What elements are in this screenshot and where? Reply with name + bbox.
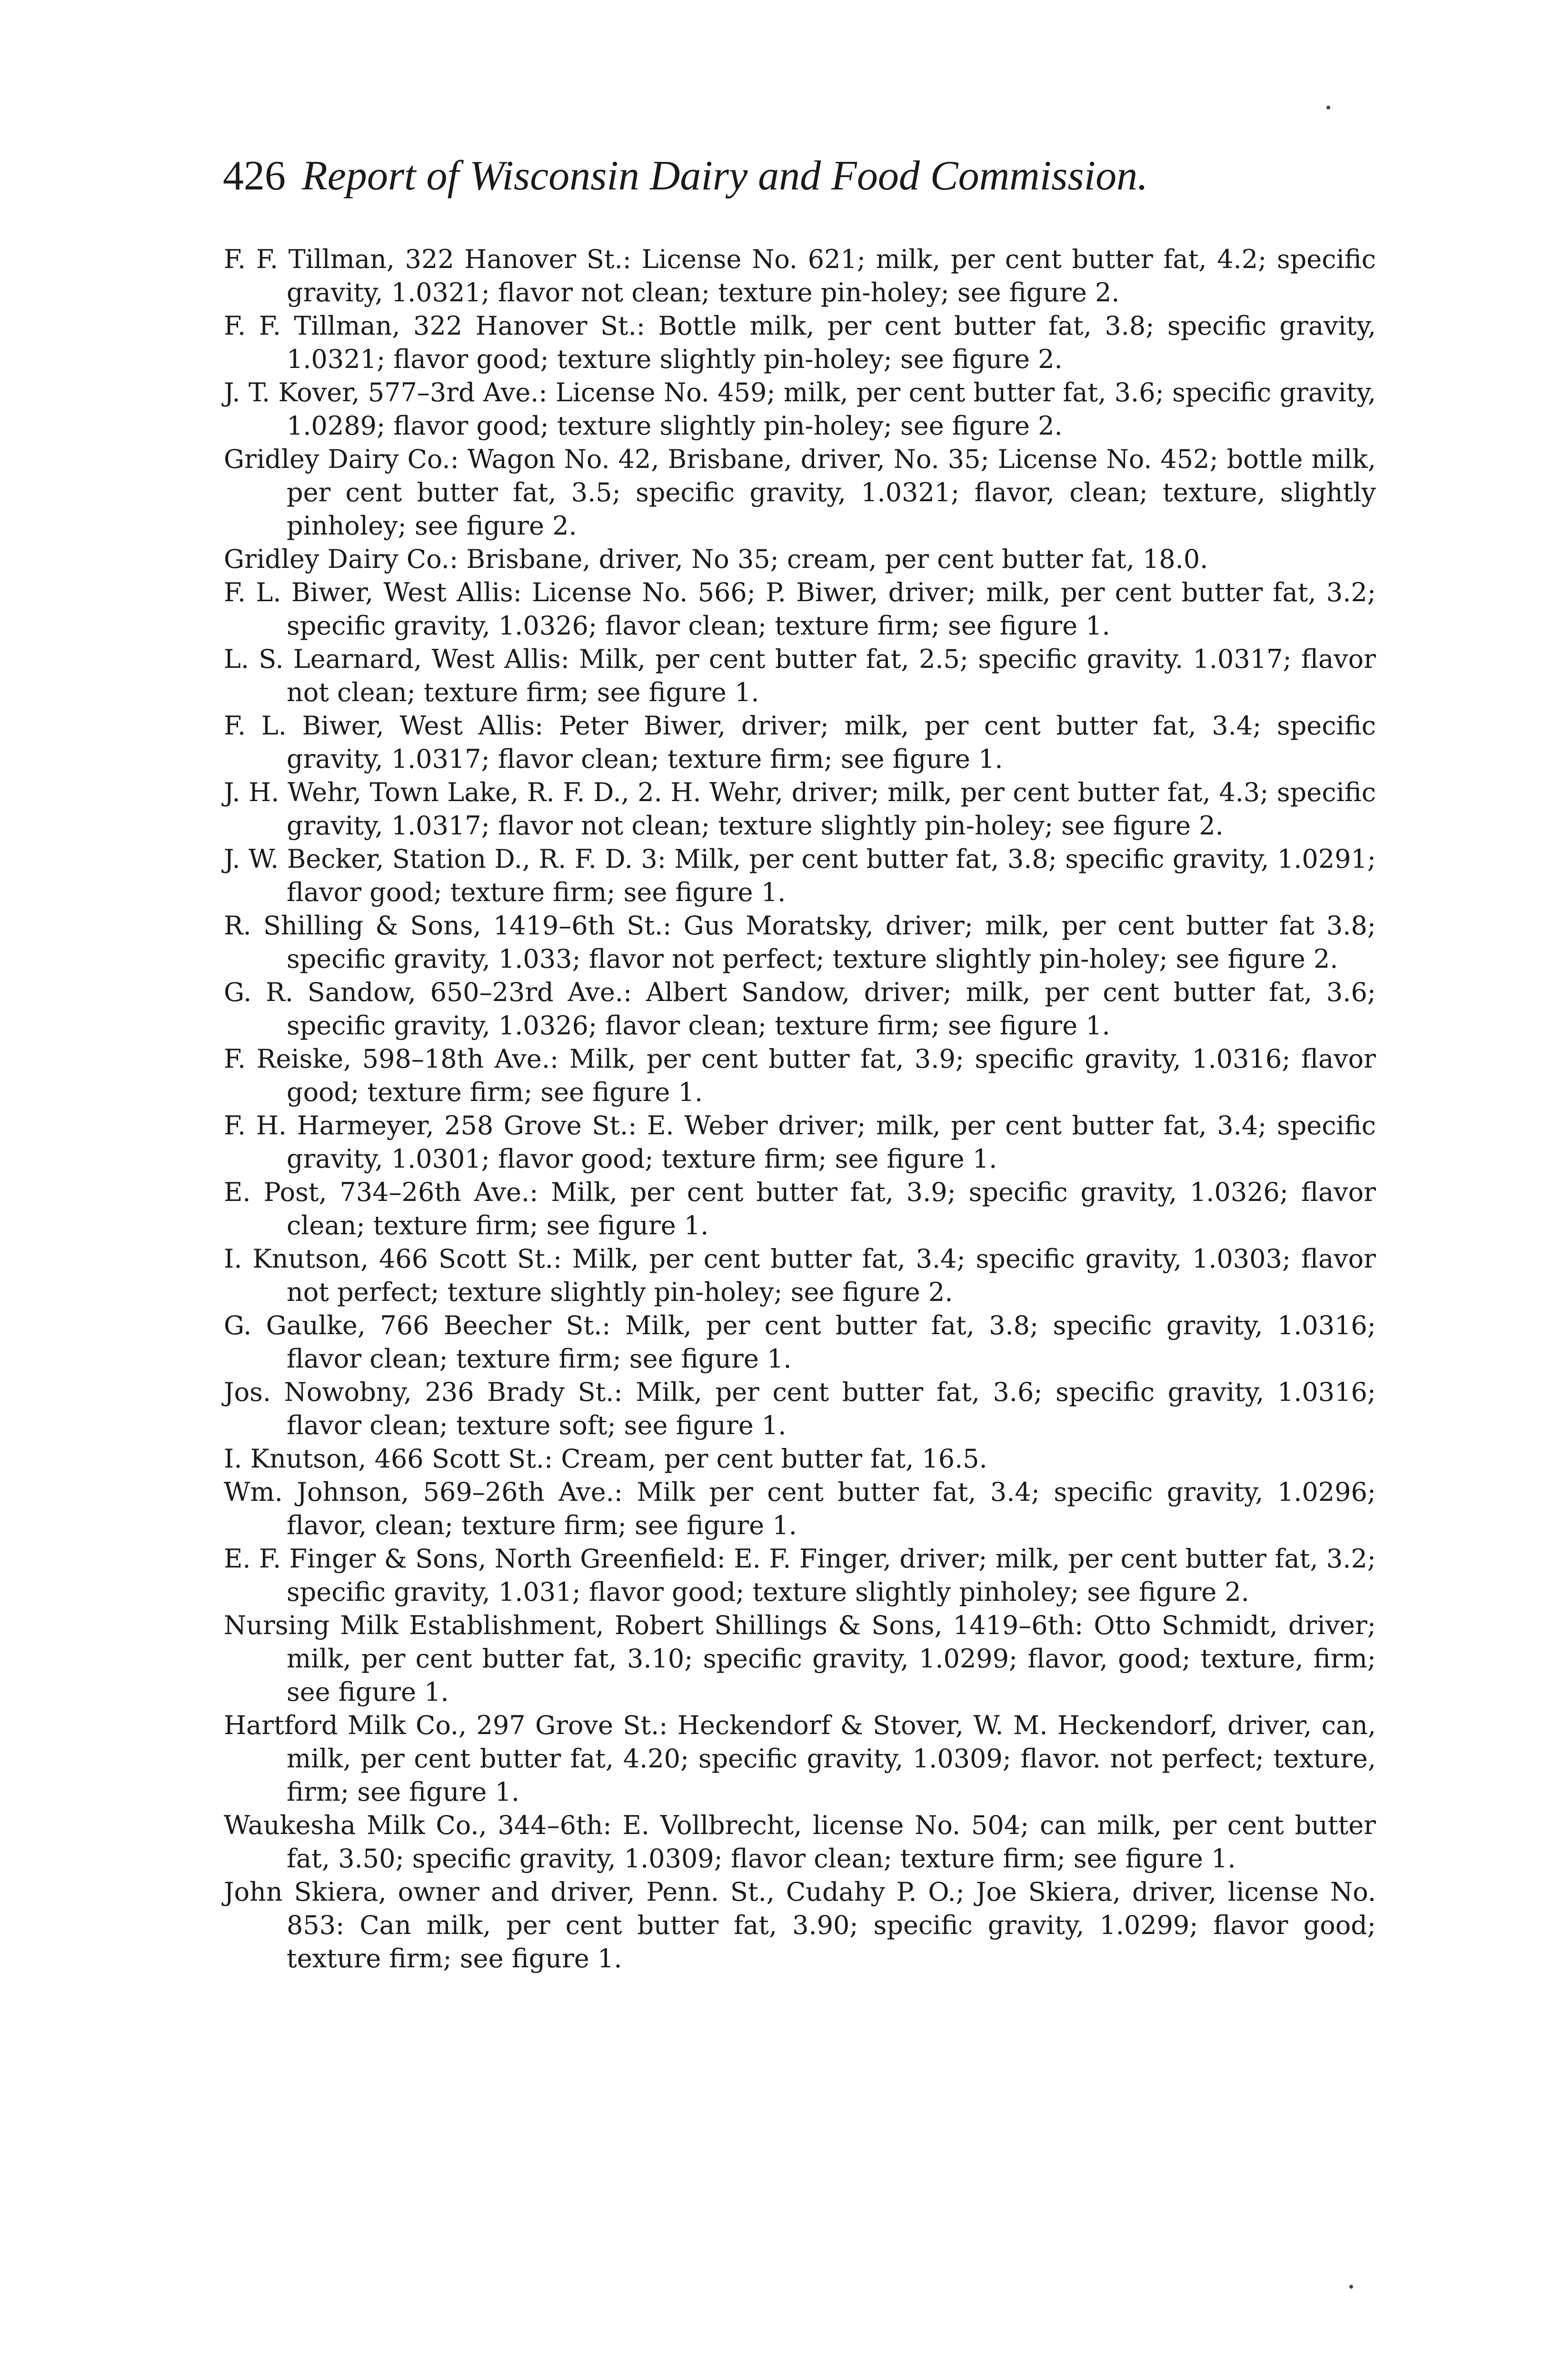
entry-item: G. Gaulke, 766 Beecher St.: Milk, per cent butter fat, 3.8; specific gravity, 1.0316; flavor clean; texture firm; see figure 1.: [224, 1310, 1376, 1374]
entry-item: F. F. Tillman, 322 Hanover St.: License No. 621; milk, per cent butter fat, 4.2; specific gravity, 1.0321; flavor not clean; texture pin-holey; see figure 2.: [224, 244, 1376, 307]
entry-item: Waukesha Milk Co., 344–6th: E. Vollbrecht, license No. 504; can milk, per cent butter fat, 3.50; specific gravity, 1.0309; flavor clean; texture firm; see figure 1.: [224, 1810, 1376, 1874]
entry-item: Jos. Nowobny, 236 Brady St.: Milk, per cent butter fat, 3.6; specific gravity, 1.0316; flavor clean; texture soft; see figure 1.: [224, 1377, 1376, 1440]
page-number: 426: [223, 153, 286, 199]
entry-item: Gridley Dairy Co.: Brisbane, driver, No 35; cream, per cent butter fat, 18.0.: [224, 544, 1208, 574]
entry-item: E. Post, 734–26th Ave.: Milk, per cent butter fat, 3.9; specific gravity, 1.0326; flavor clean; texture firm; see figure 1.: [224, 1177, 1376, 1240]
print-speck: [1326, 106, 1330, 109]
entry-item: L. S. Learnard, West Allis: Milk, per cent butter fat, 2.5; specific gravity. 1.0317; flavor not clean; texture firm; see figure 1.: [224, 644, 1376, 707]
running-title: Report of Wisconsin Dairy and Food Commission.: [302, 153, 1148, 199]
entry-item: Nursing Milk Establishment, Robert Shillings & Sons, 1419–6th: Otto Schmidt, driver; milk, per cent butter fat, 3.10; specific gravity, 1.0299; flavor, good; texture, firm; see figure 1.: [224, 1610, 1376, 1707]
entry-item: G. R. Sandow, 650–23rd Ave.: Albert Sandow, driver; milk, per cent butter fat, 3.6; specific gravity, 1.0326; flavor clean; texture firm; see figure 1.: [224, 977, 1376, 1041]
entry-item: F. L. Biwer, West Allis: Peter Biwer, driver; milk, per cent butter fat, 3.4; specific gravity, 1.0317; flavor clean; texture firm; see figure 1.: [224, 711, 1376, 774]
entry-item: I. Knutson, 466 Scott St.: Cream, per cent butter fat, 16.5.: [224, 1444, 987, 1474]
entry-item: I. Knutson, 466 Scott St.: Milk, per cent butter fat, 3.4; specific gravity, 1.0303; flavor not perfect; texture slightly pin-holey; see figure 2.: [224, 1244, 1376, 1307]
print-speck: [1349, 2285, 1353, 2289]
entry-item: Hartford Milk Co., 297 Grove St.: Heckendorf & Stover, W. M. Heckendorf, driver, can, milk, per cent butter fat, 4.20; specific gravity, 1.0309; flavor. not perfect; texture, firm; see figure 1.: [224, 1710, 1376, 1807]
entry-list: [224, 243, 1376, 1975]
entry-item: F. F. Tillman, 322 Hanover St.: Bottle milk, per cent butter fat, 3.8; specific gravity, 1.0321; flavor good; texture slightly pin-holey; see figure 2.: [224, 311, 1376, 374]
entry-item: J. T. Kover, 577–3rd Ave.: License No. 459; milk, per cent butter fat, 3.6; specific gravity, 1.0289; flavor good; texture slightly pin-holey; see figure 2.: [224, 377, 1376, 441]
entry-item: Wm. Johnson, 569–26th Ave.: Milk per cent butter fat, 3.4; specific gravity, 1.0296; flavor, clean; texture firm; see figure 1.: [224, 1477, 1376, 1540]
entry-item: John Skiera, owner and driver, Penn. St., Cudahy P. O.; Joe Skiera, driver, license No. 853: Can milk, per cent butter fat, 3.90; specific gravity, 1.0299; flavor good; texture firm; see figure 1.: [224, 1877, 1376, 1973]
entry-item: E. F. Finger & Sons, North Greenfield: E. F. Finger, driver; milk, per cent butter fat, 3.2; specific gravity, 1.031; flavor good; texture slightly pinholey; see figure 2.: [224, 1544, 1376, 1607]
entry-item: Gridley Dairy Co.: Wagon No. 42, Brisbane, driver, No. 35; License No. 452; bottle milk, per cent butter fat, 3.5; specific gravity, 1.0321; flavor, clean; texture, slightly pinholey; see figure 2.: [224, 444, 1376, 541]
entry-item: F. L. Biwer, West Allis: License No. 566; P. Biwer, driver; milk, per cent butter fat, 3.2; specific gravity, 1.0326; flavor clean; texture firm; see figure 1.: [224, 577, 1376, 641]
running-head: [223, 143, 1365, 209]
entry-item: J. H. Wehr, Town Lake, R. F. D., 2. H. Wehr, driver; milk, per cent butter fat, 4.3; specific gravity, 1.0317; flavor not clean; texture slightly pin-holey; see figure 2.: [224, 777, 1376, 841]
entry-item: F. Reiske, 598–18th Ave.: Milk, per cent butter fat, 3.9; specific gravity, 1.0316; flavor good; texture firm; see figure 1.: [224, 1044, 1376, 1107]
entry-item: J. W. Becker, Station D., R. F. D. 3: Milk, per cent butter fat, 3.8; specific gravity, 1.0291; flavor good; texture firm; see figure 1.: [224, 844, 1376, 907]
entry-item: R. Shilling & Sons, 1419–6th St.: Gus Moratsky, driver; milk, per cent butter fat 3.8; specific gravity, 1.033; flavor not perfect; texture slightly pin-holey; see figure 2.: [224, 911, 1376, 974]
entry-item: F. H. Harmeyer, 258 Grove St.: E. Weber driver; milk, per cent butter fat, 3.4; specific gravity, 1.0301; flavor good; texture firm; see figure 1.: [224, 1111, 1376, 1174]
